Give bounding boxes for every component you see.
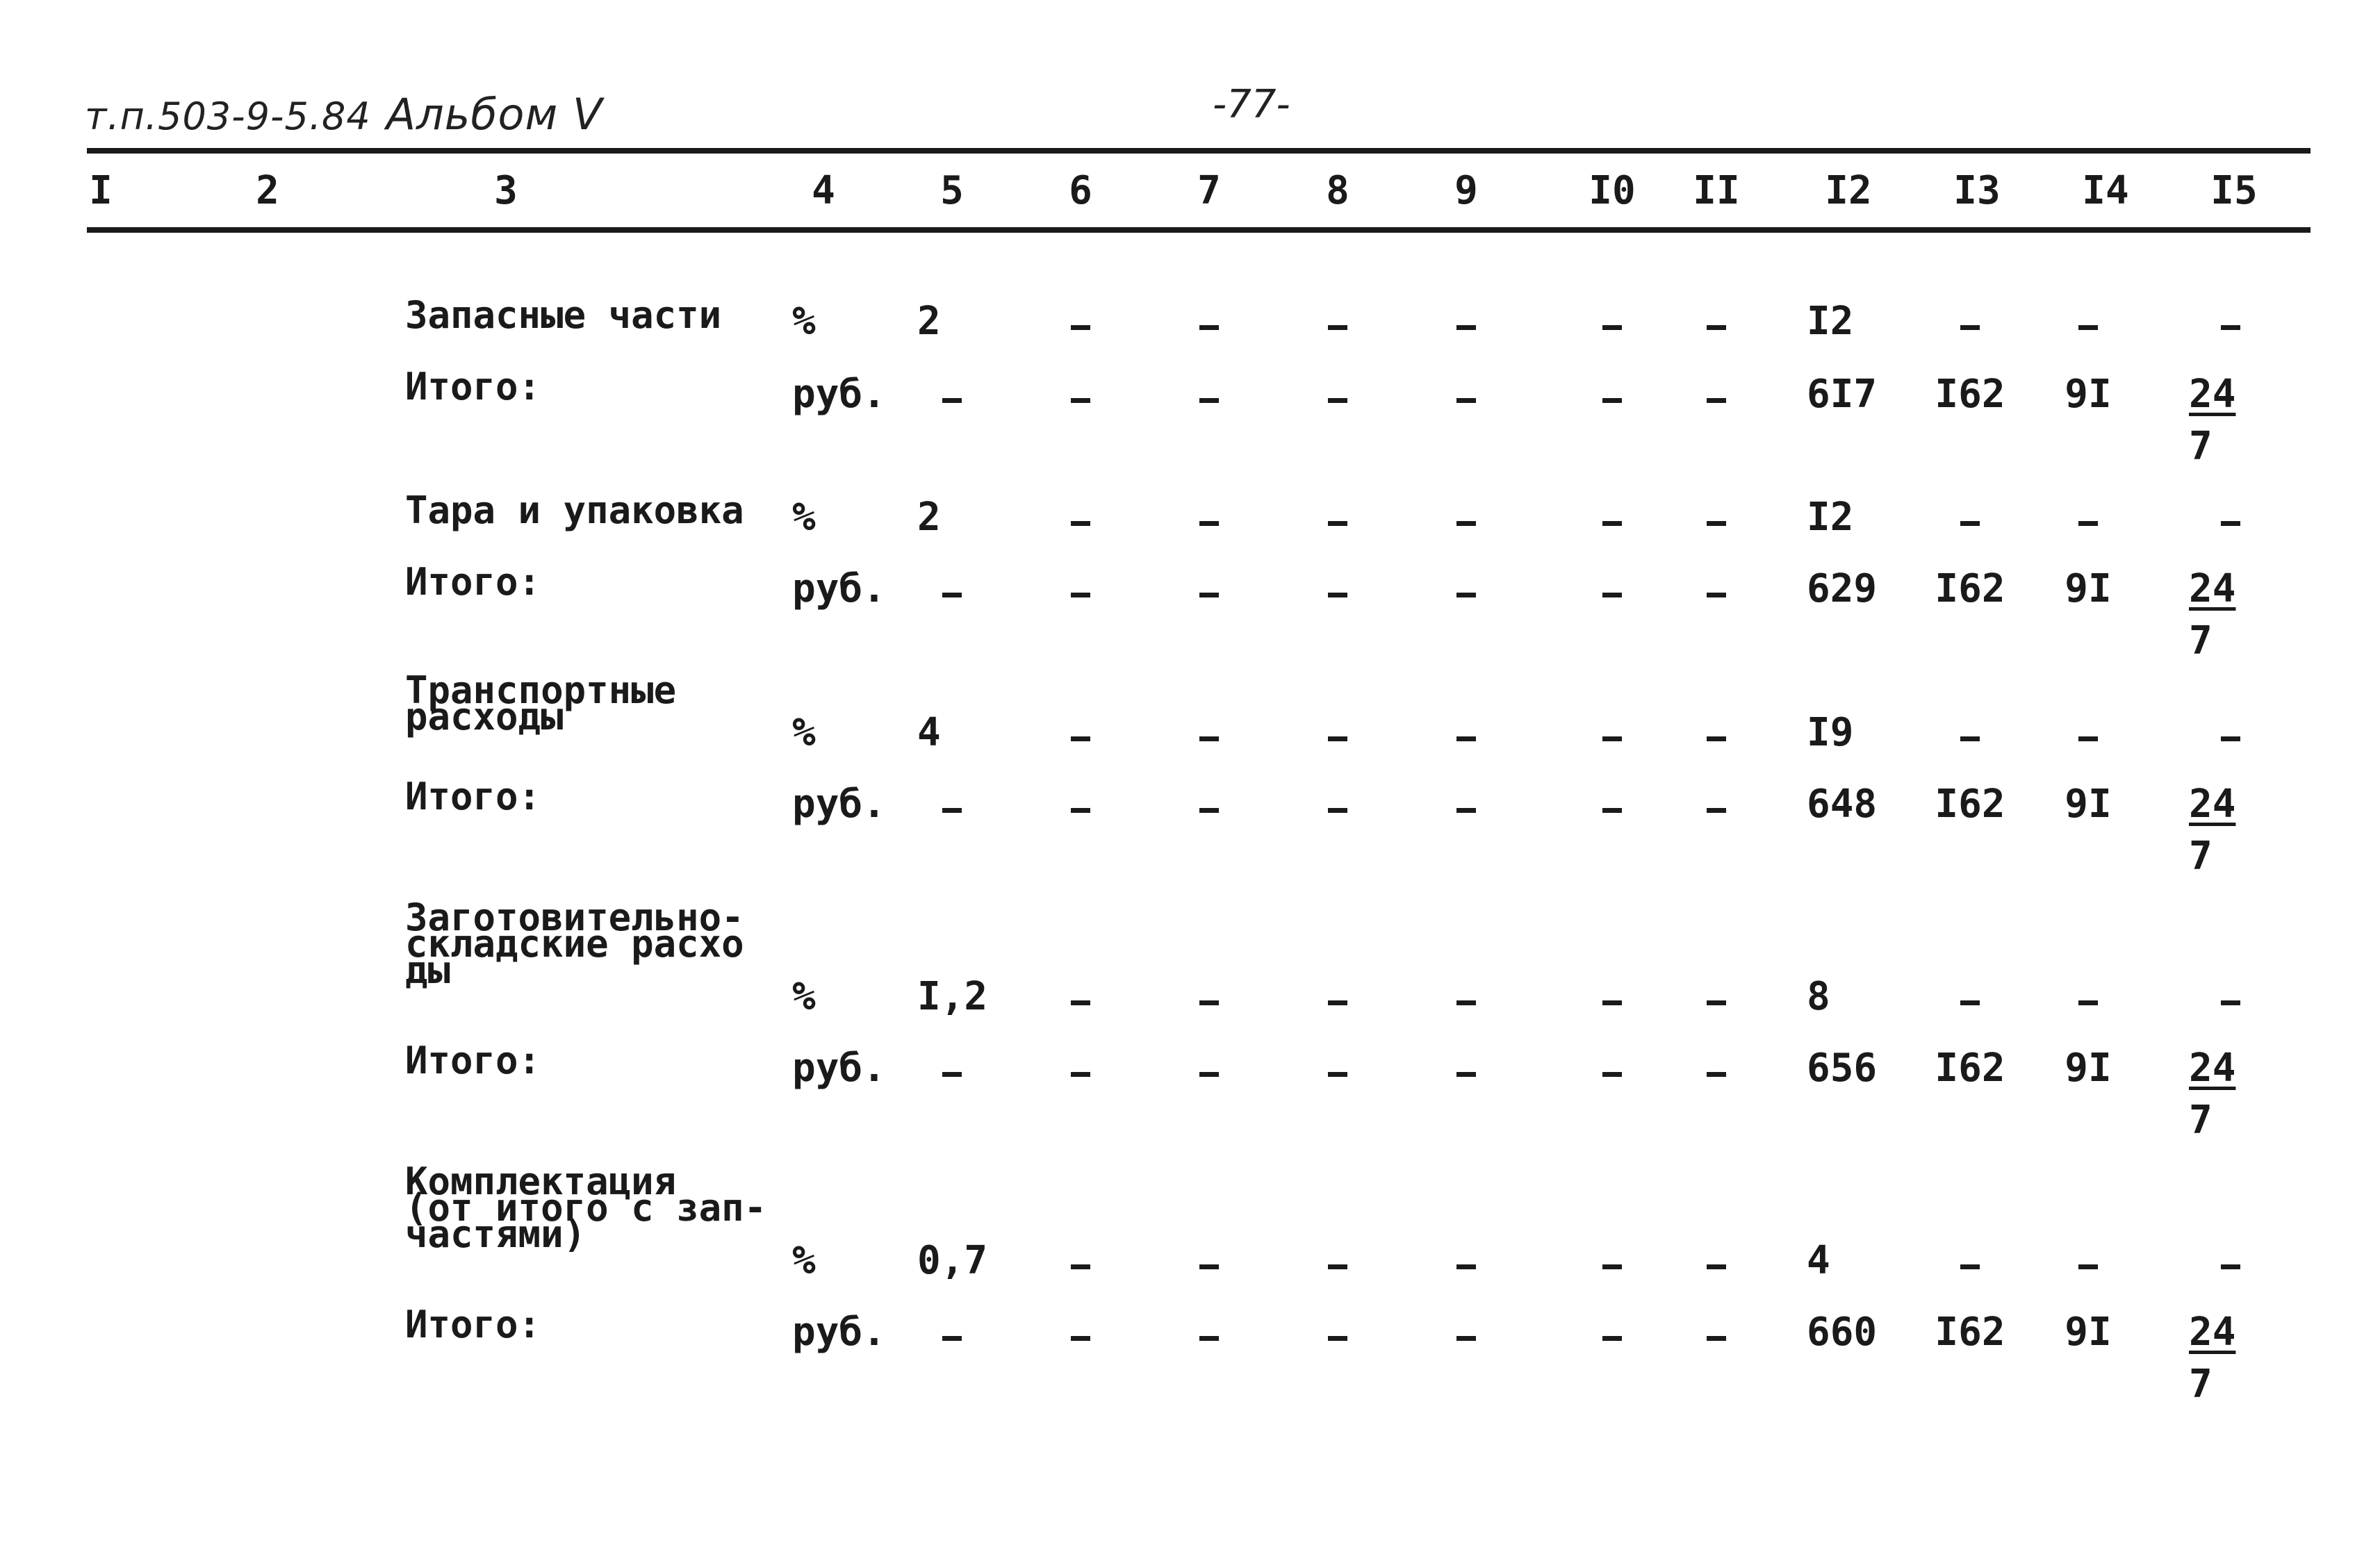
- dash-mark: [942, 1336, 962, 1341]
- dash-mark: [1328, 593, 1347, 597]
- unit-cell: руб.: [792, 1310, 886, 1355]
- column-number: I: [89, 168, 113, 213]
- dash-mark: [1199, 1072, 1219, 1077]
- dash-mark: [1328, 736, 1347, 741]
- dash-mark: [1602, 808, 1622, 813]
- dash-mark: [1707, 1072, 1726, 1077]
- dash-mark: [1602, 1336, 1622, 1341]
- column-number: 3: [494, 168, 518, 213]
- unit-cell: руб.: [792, 566, 886, 611]
- dash-mark: [1199, 325, 1219, 330]
- col13-value: I62: [1935, 1046, 2005, 1091]
- row-label: Заготовительно- складские расхо ды: [405, 896, 744, 992]
- header-rule-top: [87, 148, 2311, 154]
- dash-mark: [1071, 1000, 1090, 1005]
- column-number: 8: [1326, 168, 1349, 213]
- col12-value: I9: [1807, 710, 1854, 755]
- dash-mark: [1328, 1264, 1347, 1269]
- dash-mark: [1602, 593, 1622, 597]
- fraction-denominator: 7: [2189, 618, 2213, 663]
- page-number: -77-: [1213, 82, 1290, 127]
- percent-value: 2: [917, 299, 941, 344]
- column-number: I0: [1589, 168, 1636, 213]
- fraction-denominator: 7: [2189, 834, 2213, 879]
- dash-mark: [2221, 1000, 2240, 1005]
- col13-value: I62: [1935, 372, 2005, 417]
- dash-mark: [1602, 1264, 1622, 1269]
- dash-mark: [1602, 521, 1622, 526]
- col14-value: 9I: [2065, 372, 2112, 417]
- dash-mark: [1199, 1000, 1219, 1005]
- column-number: I3: [1953, 168, 2001, 213]
- dash-mark: [1328, 808, 1347, 813]
- dash-mark: [1707, 1000, 1726, 1005]
- dash-mark: [1328, 521, 1347, 526]
- dash-mark: [1328, 1072, 1347, 1077]
- album-reference: [85, 89, 602, 140]
- dash-mark: [1602, 1072, 1622, 1077]
- dash-mark: [1071, 808, 1090, 813]
- dash-mark: [1456, 1336, 1476, 1341]
- dash-mark: [2221, 736, 2240, 741]
- dash-mark: [1071, 1072, 1090, 1077]
- dash-mark: [2078, 736, 2098, 741]
- unit-cell: %: [792, 974, 816, 1019]
- dash-mark: [1456, 521, 1476, 526]
- dash-mark: [2078, 1264, 2098, 1269]
- dash-mark: [1071, 593, 1090, 597]
- dash-mark: [1071, 325, 1090, 330]
- dash-mark: [1707, 325, 1726, 330]
- row-label: Итого:: [405, 365, 541, 409]
- col14-value: 9I: [2065, 566, 2112, 611]
- fraction-numerator: 24: [2189, 1046, 2236, 1091]
- dash-mark: [1071, 1336, 1090, 1341]
- dash-mark: [1456, 1264, 1476, 1269]
- dash-mark: [942, 398, 962, 403]
- dash-mark: [1602, 1000, 1622, 1005]
- col13-value: I62: [1935, 1310, 2005, 1355]
- dash-mark: [1456, 1000, 1476, 1005]
- column-number: II: [1693, 168, 1740, 213]
- row-label: Итого:: [405, 560, 541, 604]
- dash-mark: [2221, 521, 2240, 526]
- column-number: 7: [1197, 168, 1221, 213]
- dash-mark: [1456, 325, 1476, 330]
- dash-mark: [1960, 1264, 1980, 1269]
- dash-mark: [1602, 325, 1622, 330]
- dash-mark: [1328, 1000, 1347, 1005]
- dash-mark: [1707, 398, 1726, 403]
- dash-mark: [1199, 521, 1219, 526]
- fraction-numerator: 24: [2189, 782, 2236, 827]
- dash-mark: [1199, 1264, 1219, 1269]
- dash-mark: [1602, 736, 1622, 741]
- col12-value: 660: [1807, 1310, 1878, 1355]
- row-label: Итого:: [405, 1303, 541, 1346]
- dash-mark: [1199, 593, 1219, 597]
- dash-mark: [1707, 521, 1726, 526]
- unit-cell: руб.: [792, 782, 886, 827]
- col12-value: I2: [1807, 299, 1854, 344]
- column-number: 9: [1454, 168, 1478, 213]
- header-rule-bottom: [87, 227, 2311, 233]
- dash-mark: [1071, 1264, 1090, 1269]
- row-label: Комплектация (от итого с зап- частями): [405, 1160, 767, 1256]
- row-label: Итого:: [405, 1039, 541, 1082]
- dash-mark: [1199, 808, 1219, 813]
- col14-value: 9I: [2065, 1046, 2112, 1091]
- fraction-numerator: 24: [2189, 372, 2236, 417]
- dash-mark: [1707, 1336, 1726, 1341]
- dash-mark: [1960, 1000, 1980, 1005]
- dash-mark: [1456, 736, 1476, 741]
- col12-value: 8: [1807, 974, 1830, 1019]
- col12-value: I2: [1807, 495, 1854, 540]
- col12-value: 629: [1807, 566, 1878, 611]
- percent-value: 2: [917, 495, 941, 540]
- fraction-denominator: 7: [2189, 424, 2213, 469]
- percent-value: 0,7: [917, 1238, 988, 1283]
- album-label: Альбом V: [386, 89, 603, 140]
- dash-mark: [942, 808, 962, 813]
- col12-value: 6I7: [1807, 372, 1878, 417]
- col12-value: 648: [1807, 782, 1878, 827]
- dash-mark: [1960, 521, 1980, 526]
- col14-value: 9I: [2065, 1310, 2112, 1355]
- column-number: I5: [2210, 168, 2258, 213]
- dash-mark: [1960, 325, 1980, 330]
- row-label: Тара и упаковка: [405, 488, 744, 532]
- unit-cell: руб.: [792, 1046, 886, 1091]
- dash-mark: [1960, 736, 1980, 741]
- percent-value: 4: [917, 710, 941, 755]
- column-number: I4: [2082, 168, 2129, 213]
- dash-mark: [1456, 398, 1476, 403]
- dash-mark: [1328, 325, 1347, 330]
- dash-mark: [2221, 325, 2240, 330]
- col15-fraction: [2189, 1046, 2235, 1143]
- dash-mark: [1199, 1336, 1219, 1341]
- fraction-denominator: 7: [2189, 1362, 2213, 1407]
- col13-value: I62: [1935, 566, 2005, 611]
- col15-fraction: [2189, 566, 2235, 663]
- percent-value: I,2: [917, 974, 988, 1019]
- col13-value: I62: [1935, 782, 2005, 827]
- row-label: Транспортные расходы: [405, 668, 677, 739]
- col14-value: 9I: [2065, 782, 2112, 827]
- row-label: Запасные части: [405, 293, 722, 337]
- column-number: I2: [1825, 168, 1872, 213]
- unit-cell: %: [792, 495, 816, 540]
- project-code: т.п.503-9-5.84: [85, 94, 371, 138]
- row-label: Итого:: [405, 775, 541, 818]
- dash-mark: [2221, 1264, 2240, 1269]
- dash-mark: [1328, 398, 1347, 403]
- dash-mark: [1071, 521, 1090, 526]
- column-number: 6: [1069, 168, 1092, 213]
- column-number: 4: [812, 168, 835, 213]
- column-number: 5: [940, 168, 964, 213]
- dash-mark: [1456, 1072, 1476, 1077]
- fraction-denominator: 7: [2189, 1098, 2213, 1143]
- col15-fraction: [2189, 782, 2235, 879]
- dash-mark: [1328, 1336, 1347, 1341]
- dash-mark: [1707, 1264, 1726, 1269]
- dash-mark: [1199, 736, 1219, 741]
- col12-value: 4: [1807, 1238, 1830, 1283]
- dash-mark: [1456, 808, 1476, 813]
- unit-cell: %: [792, 1238, 816, 1283]
- dash-mark: [942, 593, 962, 597]
- dash-mark: [2078, 325, 2098, 330]
- col15-fraction: [2189, 1310, 2235, 1407]
- dash-mark: [1707, 593, 1726, 597]
- fraction-numerator: 24: [2189, 566, 2236, 611]
- column-number: 2: [256, 168, 279, 213]
- dash-mark: [1602, 398, 1622, 403]
- unit-cell: %: [792, 710, 816, 755]
- dash-mark: [1707, 808, 1726, 813]
- dash-mark: [2078, 1000, 2098, 1005]
- dash-mark: [1456, 593, 1476, 597]
- dash-mark: [2078, 521, 2098, 526]
- unit-cell: руб.: [792, 372, 886, 417]
- dash-mark: [1071, 398, 1090, 403]
- col12-value: 656: [1807, 1046, 1878, 1091]
- dash-mark: [1071, 736, 1090, 741]
- dash-mark: [1199, 398, 1219, 403]
- dash-mark: [942, 1072, 962, 1077]
- fraction-numerator: 24: [2189, 1310, 2236, 1355]
- dash-mark: [1707, 736, 1726, 741]
- unit-cell: %: [792, 299, 816, 344]
- col15-fraction: [2189, 372, 2235, 469]
